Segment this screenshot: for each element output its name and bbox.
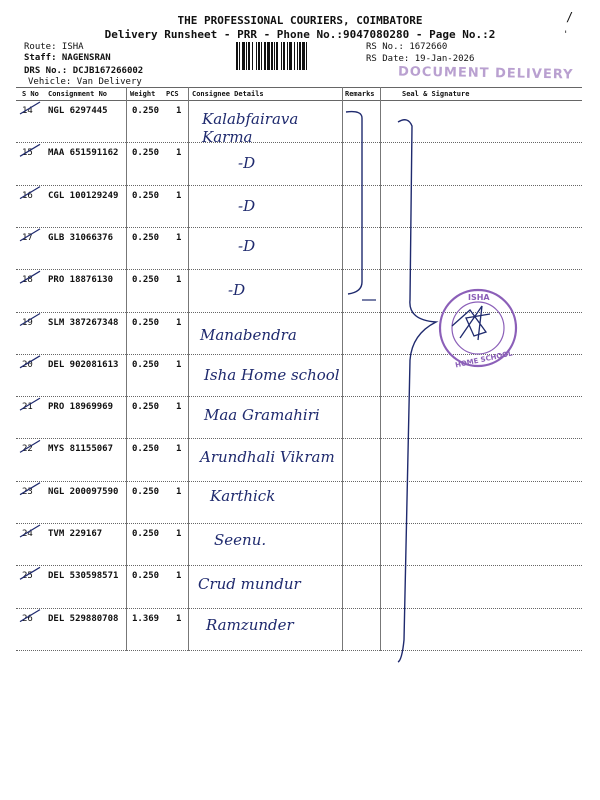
rs-date: RS Date: 19-Jan-2026	[366, 54, 475, 64]
seal-bottom-text: HOME SCHOOL	[454, 349, 514, 370]
row-consignee-signature: Karthick	[210, 486, 276, 505]
tick-mark	[20, 356, 40, 368]
row-pcs: 1	[176, 232, 182, 243]
corner-mark: /	[566, 10, 574, 24]
row-consignee-signature: Kalabfairava Karma	[202, 110, 299, 146]
row-sno: 14	[22, 106, 33, 116]
row-consignee-signature: Isha Home school	[204, 365, 340, 384]
tick-mark	[20, 398, 40, 413]
row-sno: 19	[22, 317, 33, 328]
vehicle: Vehicle: Van Delivery	[28, 77, 142, 87]
row-consignee-signature: Arundhali Vikram	[200, 448, 335, 467]
row-weight: 0.250	[132, 232, 160, 243]
col-seal: Seal & Signature	[402, 90, 470, 98]
row-sno: 25	[22, 571, 33, 582]
rs-number: RS No.: 1672660	[366, 42, 448, 52]
col-sno: S No	[22, 90, 39, 98]
row-pcs: 1	[176, 444, 182, 455]
route: Route: ISHA	[24, 42, 84, 52]
row-consignment-no: DEL 902081613	[48, 359, 119, 370]
col-consignee: Consignee Details	[192, 90, 264, 98]
row-consignee-signature: Ramzunder	[206, 615, 294, 634]
row-pcs: 1	[176, 190, 182, 201]
row-weight: 0.250	[132, 317, 160, 328]
row-consignment-no: NGL 200097590	[48, 486, 119, 497]
row-pcs: 1	[176, 529, 182, 539]
runsheet-subtitle: Delivery Runsheet - PRR - Phone No.:9047080280 - Page No.:2	[104, 28, 496, 41]
company-title: THE PROFESSIONAL COURIERS, COIMBATORE	[177, 14, 423, 27]
row-weight: 0.250	[132, 402, 160, 413]
row-consignment-no: CGL 100129249	[48, 190, 119, 201]
row-consignee-signature: Maa Gramahiri	[204, 406, 320, 425]
row-weight: 0.250	[132, 190, 160, 201]
remarks-bracket	[346, 112, 362, 294]
row-sno: 22	[22, 444, 33, 455]
row-weight: 0.250	[132, 106, 160, 116]
row-consignee-signature: -D	[238, 154, 256, 173]
row-consignee-signature: -D	[228, 281, 246, 300]
row-sno: 20	[22, 359, 33, 370]
row-pcs: 1	[176, 317, 182, 328]
row-consignee-signature: -D	[238, 196, 256, 215]
row-consignment-no: MYS 81155067	[48, 444, 114, 455]
row-sno: 21	[22, 402, 33, 413]
signature-brace	[398, 120, 436, 662]
row-consignment-no: SLM 387267348	[48, 317, 119, 328]
tick-mark	[20, 567, 40, 582]
row-weight: 0.250	[132, 529, 160, 539]
row-sno: 26	[22, 613, 33, 624]
tick-mark	[20, 102, 40, 114]
row-pcs: 1	[176, 359, 182, 370]
row-consignment-no: GLB 31066376	[48, 232, 114, 243]
tick-mark	[20, 314, 40, 326]
row-consignee-signature: Seenu.	[214, 531, 267, 549]
row-sno: 16	[22, 190, 33, 201]
row-consignee-signature: Crud mundur	[198, 575, 301, 594]
row-weight: 0.250	[132, 148, 160, 159]
tick-mark	[20, 610, 40, 622]
col-weight: Weight	[130, 90, 156, 98]
row-pcs: 1	[176, 402, 182, 413]
col-consignment: Consignment No	[48, 90, 108, 98]
document-delivery-stamp: DOCUMENT DELIVERY	[397, 64, 574, 83]
row-weight: 0.250	[132, 571, 160, 582]
drs-number: DRS No.: DCJB167266002	[24, 66, 144, 76]
row-sno: 17	[22, 232, 33, 243]
row-consignment-no: DEL 529880708	[48, 613, 119, 624]
tick-mark	[20, 187, 40, 199]
row-weight: 0.250	[132, 486, 160, 497]
col-pcs: PCS	[166, 90, 179, 98]
tick-mark	[20, 229, 40, 241]
row-weight: 1.369	[132, 613, 160, 624]
staff: Staff: NAGENSRAN	[24, 53, 111, 63]
row-pcs: 1	[176, 486, 182, 497]
tick-mark	[20, 271, 40, 286]
row-consignment-no: PRO 18969969	[48, 402, 114, 413]
row-sno: 18	[22, 275, 33, 286]
tick-mark	[20, 144, 40, 159]
row-weight: 0.250	[132, 359, 160, 370]
row-consignment-no: TVM 229167	[48, 529, 103, 539]
row-weight: 0.250	[132, 444, 160, 455]
row-consignment-no: MAA 651591162	[48, 148, 119, 159]
row-consignment-no: NGL 6297445	[48, 106, 108, 116]
row-consignment-no: DEL 530598571	[48, 571, 119, 582]
row-pcs: 1	[176, 613, 182, 624]
tick-mark	[20, 440, 40, 455]
row-pcs: 1	[176, 275, 182, 286]
row-weight: 0.250	[132, 275, 160, 286]
col-remarks: Remarks	[345, 90, 375, 98]
row-consignee-signature: -D	[238, 236, 256, 255]
row-sno: 24	[22, 529, 33, 539]
row-sno: 15	[22, 148, 33, 159]
row-pcs: 1	[176, 571, 182, 582]
row-pcs: 1	[176, 148, 182, 159]
row-sno: 23	[22, 486, 33, 497]
tick-mark	[20, 525, 40, 537]
seal-top-text: ISHA	[468, 293, 490, 302]
corner-mark-2: '	[563, 30, 569, 40]
tick-mark	[20, 483, 40, 495]
isha-home-school-seal	[440, 290, 516, 369]
row-pcs: 1	[176, 106, 182, 116]
row-consignment-no: PRO 18876130	[48, 275, 114, 286]
row-consignee-signature: Manabendra	[200, 325, 297, 344]
